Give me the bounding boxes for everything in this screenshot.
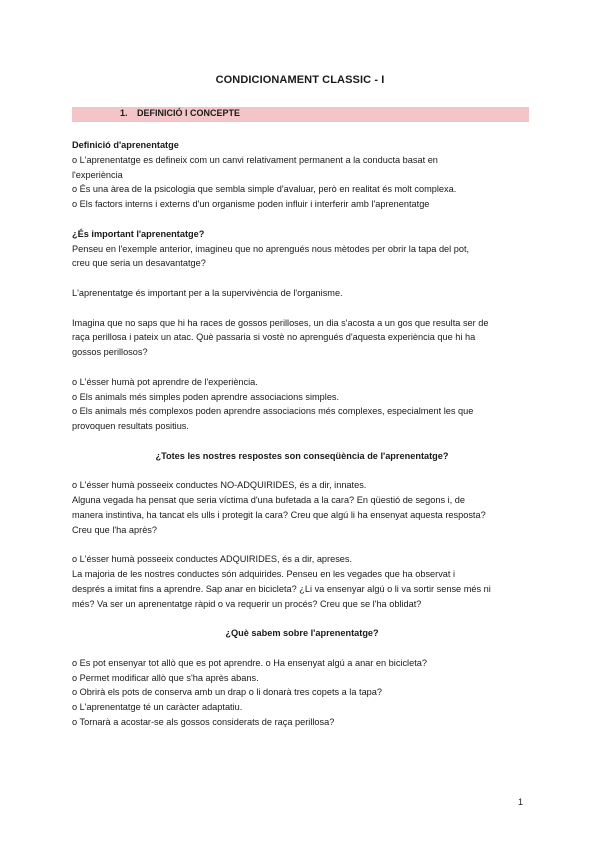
- importance-bullet: o Els animals més complexos poden aprendre associacions més complexes, especialment les que: [72, 406, 474, 417]
- paragraph-line: La majoria de les nostres conductes són adquirides. Penseu en les vegades que ha observat i: [72, 569, 456, 580]
- definition-bullet: o És una àrea de la psicologia que sembla simple d'avaluar, però en realitat és molt complexa.: [72, 184, 457, 195]
- non-acquired-bullet: o L'ésser humà posseeix conductes NO-ADQUIRIDES, és a dir, innates.: [72, 480, 367, 491]
- paragraph-line: L'aprenentatge és important per a la supervivència de l'organisme.: [72, 287, 343, 298]
- paragraph-line: més? Va ser un aprenentatge ràpid o va requerir un procés? Creu que se l'ha oblidat?: [72, 598, 422, 609]
- knowledge-bullet: o Obrirà els pots de conserva amb un drap o li donarà tres copets a la tapa?: [72, 687, 383, 698]
- definition-bullet: o L'aprenentatge es defineix com un canvi relativament permanent a la conducta basat en: [72, 154, 438, 165]
- importance-bullet: o L'ésser humà pot aprendre de l'experiència.: [72, 376, 258, 387]
- knowledge-bullet: o Es pot ensenyar tot allò que es pot aprendre. o Ha ensenyat algú a anar en bicicleta?: [72, 657, 427, 668]
- importance-bullet-cont: provoquen resultats positius.: [72, 421, 189, 432]
- section-title: DEFINICIÓ I CONCEPTE: [137, 108, 241, 118]
- section-heading-bar: [72, 107, 529, 122]
- knowledge-bullet: o Tornarà a acostar-se als gossos considerats de raça perillosa?: [72, 717, 335, 728]
- importance-bullet: o Els animals més simples poden aprendre associacions simples.: [72, 391, 340, 402]
- paragraph-line: raça perillosa i pateix un atac. Què passaria si vostè no aprengués d'aquesta experiència que hi ha: [72, 332, 476, 343]
- knowledge-bullet: o L'aprenentatge té un caràcter adaptatiu.: [72, 702, 243, 713]
- acquired-bullet: o L'ésser humà posseeix conductes ADQUIRIDES, és a dir, apreses.: [72, 554, 353, 565]
- paragraph-line: Creu que l'ha après?: [72, 524, 158, 535]
- paragraph-line: Imagina que no saps que hi ha races de gossos perilloses, un dia s'acosta a un gos que resulta ser de: [72, 317, 489, 328]
- section-number: 1.: [120, 108, 128, 118]
- document-body: [72, 138, 532, 730]
- what-we-know-heading: ¿Què sabem sobre l'aprenentatge?: [225, 628, 379, 639]
- responses-heading: ¿Totes les nostres respostes son conseqüència de l'aprenentatge?: [155, 450, 449, 461]
- definition-bullet-cont: l'experiència: [72, 169, 123, 180]
- importance-heading: ¿És important l'aprenentatge?: [72, 228, 205, 239]
- paragraph-line: després a imitat fins a aprendre. Sap anar en bicicleta? ¿Li va ensenyar algú o li va sortir sense més ni: [72, 583, 491, 594]
- paragraph-line: manera instintiva, ha tancat els ulls i protegit la cara? Creu que algú li ha ensenyat aquesta resposta?: [72, 509, 486, 520]
- page-number: 1: [518, 797, 524, 807]
- definition-heading: Definició d'aprenentatge: [72, 140, 179, 150]
- page-title: CONDICIONAMENT CLASSIC - I: [215, 74, 385, 86]
- paragraph-line: creu que seria un desavantatge?: [72, 258, 206, 269]
- definition-bullet: o Els factors interns i externs d'un organisme poden influir i interferir amb l'aprenentatge: [72, 199, 430, 210]
- paragraph-line: Penseu en l'exemple anterior, imagineu que no aprengués nous mètodes per obrir la tapa del pot,: [72, 243, 470, 254]
- paragraph-line: gossos perillosos?: [72, 347, 148, 358]
- knowledge-bullet: o Permet modificar allò que s'ha après abans.: [72, 672, 259, 683]
- paragraph-line: Alguna vegada ha pensat que seria víctima d'una bufetada a la cara? En qüestió de segons i, de: [72, 495, 466, 506]
